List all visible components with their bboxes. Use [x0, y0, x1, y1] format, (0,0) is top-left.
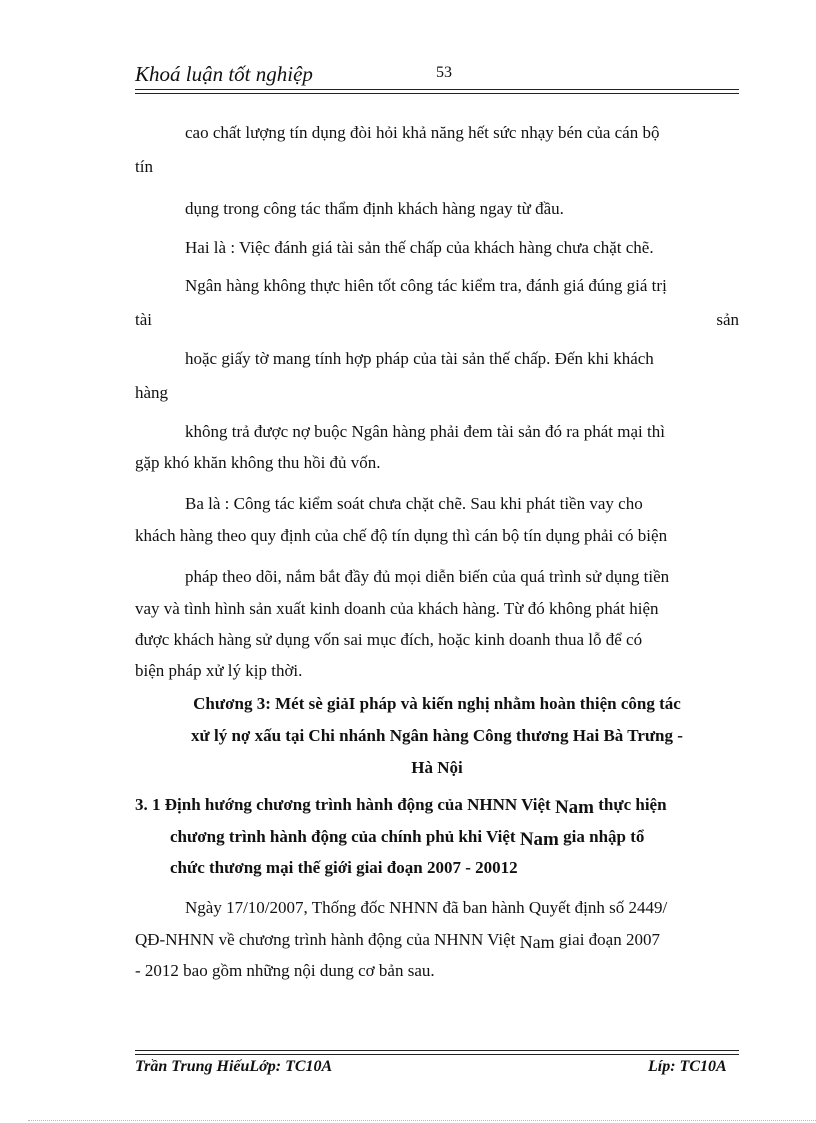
- word-right: sản: [716, 310, 739, 329]
- section-heading-line: [170, 826, 739, 848]
- paragraph-line: được khách hàng sử dụng vốn sai mục đích, hoặc kinh doanh thua lỗ để có: [135, 630, 643, 649]
- footer-author: Trần Trung HiếuLớp: TC10A: [135, 1058, 333, 1075]
- paragraph-line: vay và tình hình sản xuất kinh doanh của khách hàng. Từ đó không phát hiện: [135, 599, 659, 618]
- paragraph-line: Ngân hàng không thực hiên tốt công tác kiểm tra, đánh giá đúng giá trị: [185, 276, 667, 295]
- paragraph-line: dụng trong công tác thẩm định khách hàng ngay từ đầu.: [185, 199, 564, 218]
- paragraph-line: pháp theo dõi, nắm bắt đầy đủ mọi diễn biến của quá trình sử dụng tiền: [185, 567, 670, 586]
- paragraph-line: khách hàng theo quy định của chế độ tín dụng thì cán bộ tín dụng phải có biện: [135, 526, 668, 545]
- section-heading-text: thực hiện: [594, 795, 667, 814]
- paragraph-text: giai đoạn 2007: [554, 930, 660, 949]
- paragraph-line: biện pháp xử lý kịp thời.: [135, 661, 303, 680]
- section-heading-subscript: Nam: [554, 797, 594, 818]
- paragraph-line: cao chất lượng tín dụng đòi hỏi khả năng hết sức nhạy bén của cán bộ: [185, 123, 660, 142]
- paragraph-line: - 2012 bao gồm những nội dung cơ bản sau.: [135, 961, 435, 980]
- page-number: 53: [436, 64, 452, 81]
- section-heading-line: [135, 794, 739, 816]
- header-rule-bottom: [135, 93, 739, 94]
- section-heading-line: chức thương mại thế giới giai đoạn 2007 - 20012: [170, 858, 518, 877]
- paragraph-line: hoặc giấy tờ mang tính hợp pháp của tài sản thế chấp. Đến khi khách: [185, 349, 654, 368]
- chapter-heading-line: Chương 3: Mét sè giảI pháp và kiến nghị nhằm hoàn thiện công tác: [193, 694, 681, 713]
- paragraph-line: hàng: [135, 383, 169, 402]
- paragraph-line-justified: [135, 310, 739, 330]
- section-heading-text: chương trình hành động của chính phủ khi Việt: [170, 827, 520, 846]
- header-title: Khoá luận tốt nghiệp: [135, 62, 313, 86]
- paragraph-line: tín: [135, 157, 153, 176]
- paragraph-line: không trả được nợ buộc Ngân hàng phải đem tài sản đó ra phát mại thì: [185, 422, 665, 441]
- header-rule-top: [135, 89, 739, 90]
- page-edge-dotted-line: [28, 1120, 816, 1121]
- section-heading-text: gia nhập tổ: [558, 827, 645, 846]
- paragraph-line: [135, 929, 739, 950]
- paragraph-text: QĐ-NHNN về chương trình hành động của NHNN Việt: [135, 930, 520, 949]
- paragraph-line: gặp khó khăn không thu hồi đủ vốn.: [135, 453, 381, 472]
- paragraph-line: Hai là : Việc đánh giá tài sản thế chấp của khách hàng chưa chặt chẽ.: [185, 238, 654, 257]
- section-heading-text: 3. 1 Định hướng chương trình hành động của NHNN Việt: [135, 795, 555, 814]
- section-heading-subscript: Nam: [519, 829, 559, 850]
- paragraph-line: Ngày 17/10/2007, Thống đốc NHNN đã ban hành Quyết định số 2449/: [185, 898, 668, 917]
- footer-class: Líp: TC10A: [648, 1058, 727, 1075]
- paragraph-line: Ba là : Công tác kiểm soát chưa chặt chẽ. Sau khi phát tiền vay cho: [185, 494, 643, 513]
- paragraph-subscript: Nam: [519, 932, 555, 952]
- footer-rule-bottom: [135, 1054, 739, 1055]
- chapter-heading-line: xử lý nợ xấu tại Chi nhánh Ngân hàng Công thương Hai Bà Trưng -: [191, 726, 683, 745]
- footer-rule-top: [135, 1050, 739, 1051]
- chapter-heading-line: Hà Nội: [411, 758, 463, 777]
- word-left: tài: [135, 310, 152, 329]
